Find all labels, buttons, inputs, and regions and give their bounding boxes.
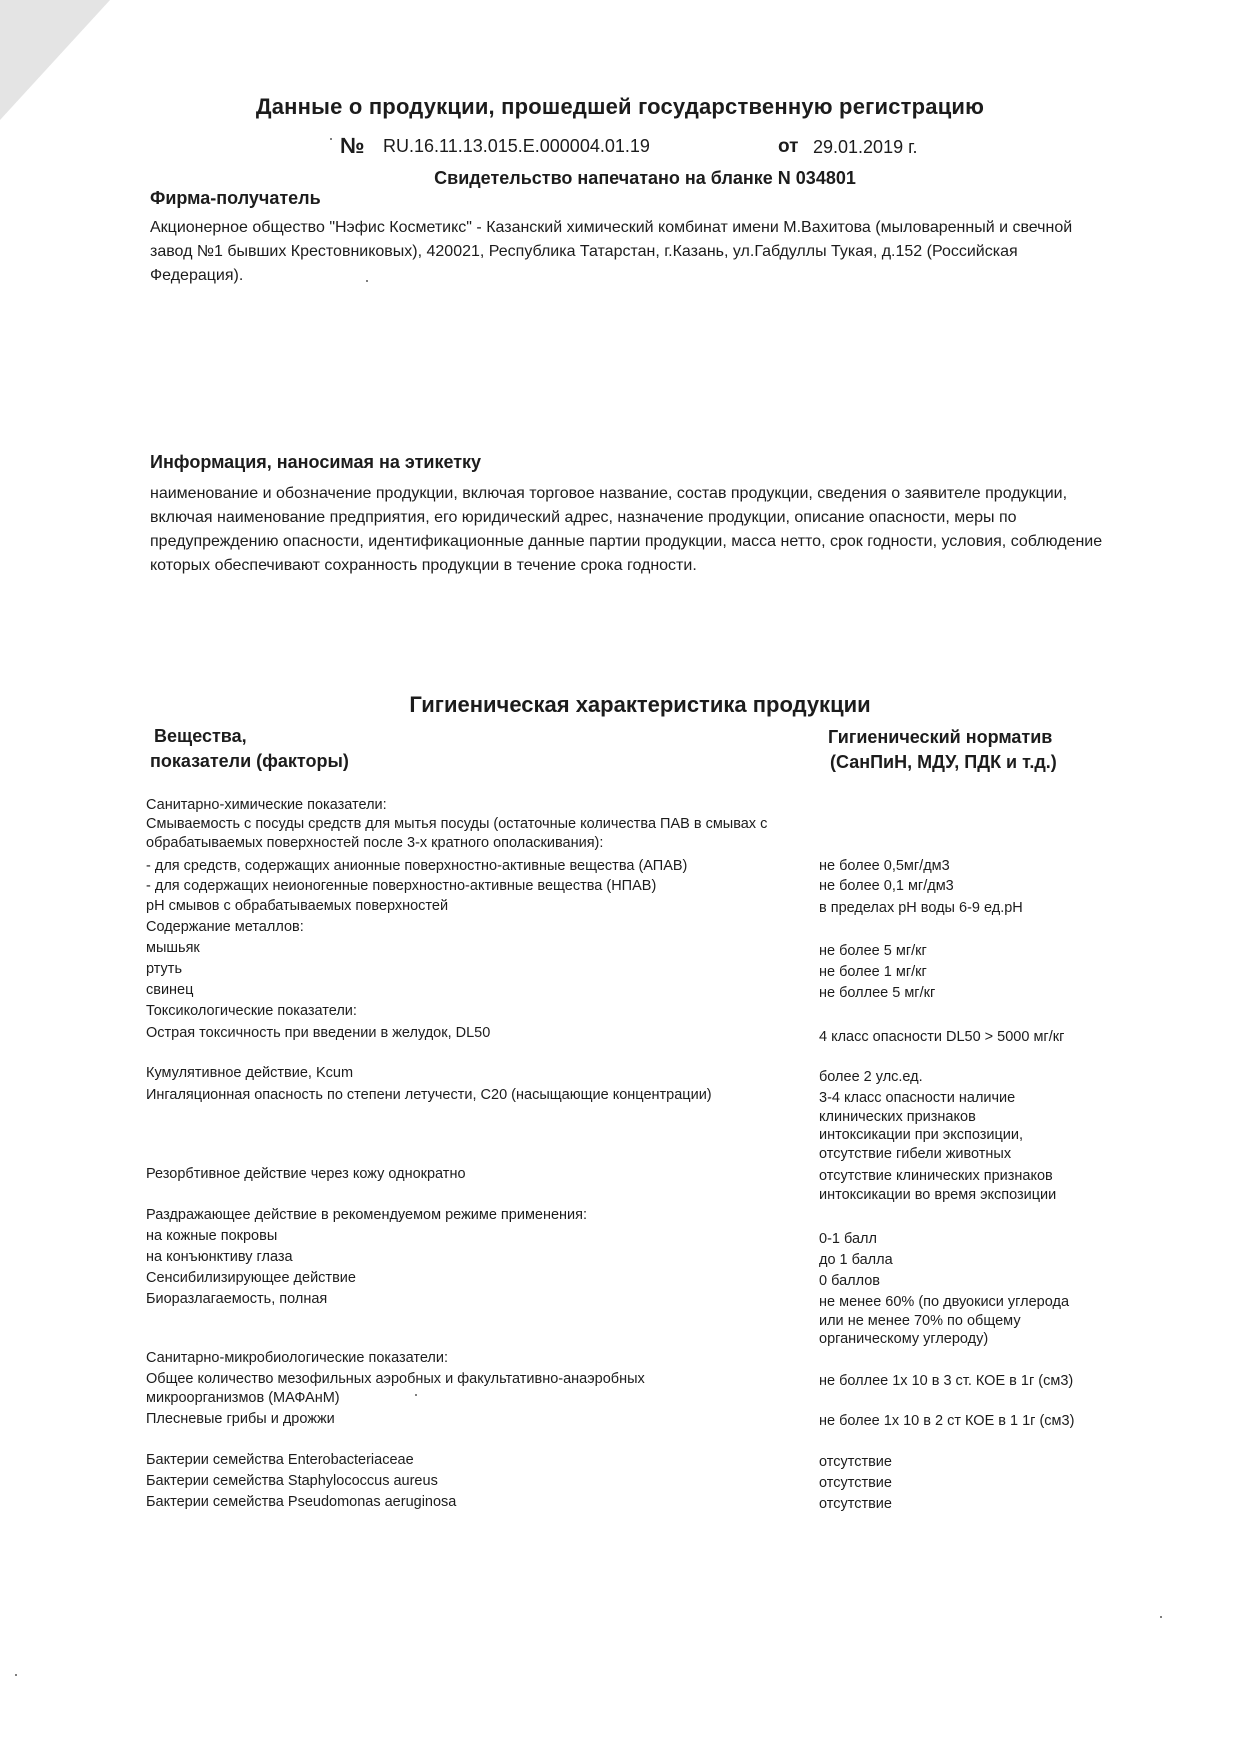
- row-value: 4 класс опасности DL50 > 5000 мг/кг: [819, 1029, 1065, 1045]
- row-label: Резорбтивное действие через кожу однократно: [146, 1166, 466, 1182]
- scan-speck: [15, 1674, 17, 1676]
- row-label: Плесневые грибы и дрожжи: [146, 1411, 335, 1427]
- registration-number-label: №: [340, 133, 365, 158]
- scan-speck: [415, 1394, 417, 1396]
- row-label: Санитарно-микробиологические показатели:: [146, 1350, 449, 1366]
- registration-date: 29.01.2019 г.: [813, 137, 918, 157]
- row-label: Смываемость с посуды средств для мытья посуды (остаточные количества ПАВ в смывах с обрабатываемых поверхностей после 3-х кратного ополаскивания):: [146, 816, 768, 851]
- column-header-substances-line2: показатели (факторы): [150, 751, 349, 771]
- row-label: Общее количество мезофильных аэробных и факультативно-анаэробных микроорганизмов (МАФАнМ): [146, 1371, 645, 1406]
- row-value: отсутствие: [819, 1496, 892, 1512]
- scan-speck: [1160, 1616, 1162, 1618]
- registration-number: RU.16.11.13.015.Е.000004.01.19: [383, 136, 650, 156]
- label-info-heading: Информация, наносимая на этикетку: [150, 452, 482, 472]
- document-title: Данные о продукции, прошедшей государственную регистрацию: [255, 94, 985, 119]
- row-label: Биоразлагаемость, полная: [146, 1291, 328, 1307]
- row-label: Санитарно-химические показатели:: [146, 797, 387, 813]
- row-value: не более 0,1 мг/дм3: [819, 878, 954, 894]
- row-value: не менее 60% (по двуокиси углерода или не менее 70% по общему органическому углероду): [819, 1294, 1070, 1347]
- row-label: на конъюнктиву глаза: [146, 1249, 293, 1265]
- row-value: отсутствие: [819, 1454, 892, 1470]
- row-label: мышьяк: [146, 940, 200, 956]
- row-value: не более 0,5мг/дм3: [819, 858, 950, 874]
- row-label: Бактерии семейства Enterobacteriaceae: [146, 1452, 414, 1468]
- blank-number-text: Свидетельство напечатано на бланке N 034801: [434, 168, 856, 188]
- scan-speck: [330, 138, 332, 140]
- row-value: отсутствие клинических признаков интоксикации во время экспозиции: [819, 1168, 1057, 1203]
- row-label: Бактерии семейства Pseudomonas aeruginosa: [146, 1494, 457, 1510]
- row-label: свинец: [146, 982, 194, 998]
- row-label: ртуть: [146, 961, 182, 977]
- row-value: отсутствие: [819, 1475, 892, 1491]
- row-label: на кожные покровы: [146, 1228, 278, 1244]
- hygiene-title: Гигиеническая характеристика продукции: [409, 692, 871, 717]
- label-info-text: наименование и обозначение продукции, включая торговое название, состав продукции, сведения о заявителе продукции, включая наименование предприятия, его юридический адрес, назначение продукции, описание опасности, меры по предупреждению опасности, идентификационные данные партии продукции, масса нетто, срок годности, условия, соблюдение которых обеспечивают сохранность продукции в течение срока годности.: [150, 485, 1103, 574]
- column-header-norm-line2: (СанПиН, МДУ, ПДК и т.д.): [830, 752, 1057, 772]
- row-label: Ингаляционная опасность по степени летучести, C20 (насыщающие концентрации): [146, 1087, 712, 1103]
- row-label: Раздражающее действие в рекомендуемом режиме применения:: [146, 1207, 588, 1223]
- row-value: до 1 балла: [819, 1252, 893, 1268]
- row-label: - для средств, содержащих анионные поверхностно-активные вещества (АПАВ): [146, 858, 688, 874]
- row-label: Сенсибилизирующее действие: [146, 1270, 356, 1286]
- row-value: не более 1 мг/кг: [819, 964, 927, 980]
- registration-date-label: от: [778, 136, 799, 157]
- scan-speck: [366, 280, 368, 282]
- recipient-heading: Фирма-получатель: [150, 188, 321, 208]
- row-value: 0-1 балл: [819, 1231, 877, 1247]
- row-value: более 2 улс.ед.: [819, 1069, 923, 1085]
- row-label: - для содержащих неионогенные поверхностно-активные вещества (НПАВ): [146, 878, 657, 894]
- row-value: не более 1х 10 в 2 ст КОЕ в 1 1г (см3): [819, 1413, 1075, 1429]
- row-label: Кумулятивное действие, Kcum: [146, 1065, 354, 1081]
- row-label: Токсикологические показатели:: [146, 1003, 357, 1019]
- column-header-norm: [828, 725, 1057, 775]
- recipient-text: Акционерное общество "Нэфис Косметикс" - Казанский химический комбинат имени М.Вахитова (мыловаренный и свечной завод №1 бывших Крестовниковых), 420021, Республика Татарстан, г.Казань, ул.Габдуллы Тукая, д.152 (Российская Федерация).: [150, 219, 1073, 284]
- row-value: в пределах pH воды 6-9 ед.pH: [819, 900, 1023, 916]
- row-label: Острая токсичность при введении в желудок, DL50: [146, 1025, 491, 1041]
- row-value: 3-4 класс опасности наличие клинических признаков интоксикации при экспозиции, отсутствие гибели животных: [819, 1090, 1023, 1162]
- row-value: 0 баллов: [819, 1273, 880, 1289]
- row-value: не боллее 5 мг/кг: [819, 985, 936, 1001]
- row-label: Содержание металлов:: [146, 919, 304, 935]
- row-value: не более 5 мг/кг: [819, 943, 927, 959]
- column-header-norm-line1: Гигиенический норматив: [828, 727, 1053, 747]
- row-label: pH смывов с обрабатываемых поверхностей: [146, 898, 449, 914]
- column-header-substances: [150, 724, 349, 774]
- row-value: не боллее 1х 10 в 3 ст. КОЕ в 1г (см3): [819, 1373, 1074, 1389]
- row-label: Бактерии семейства Staphylococcus aureus: [146, 1473, 438, 1489]
- column-header-substances-line1: Вещества,: [154, 726, 247, 746]
